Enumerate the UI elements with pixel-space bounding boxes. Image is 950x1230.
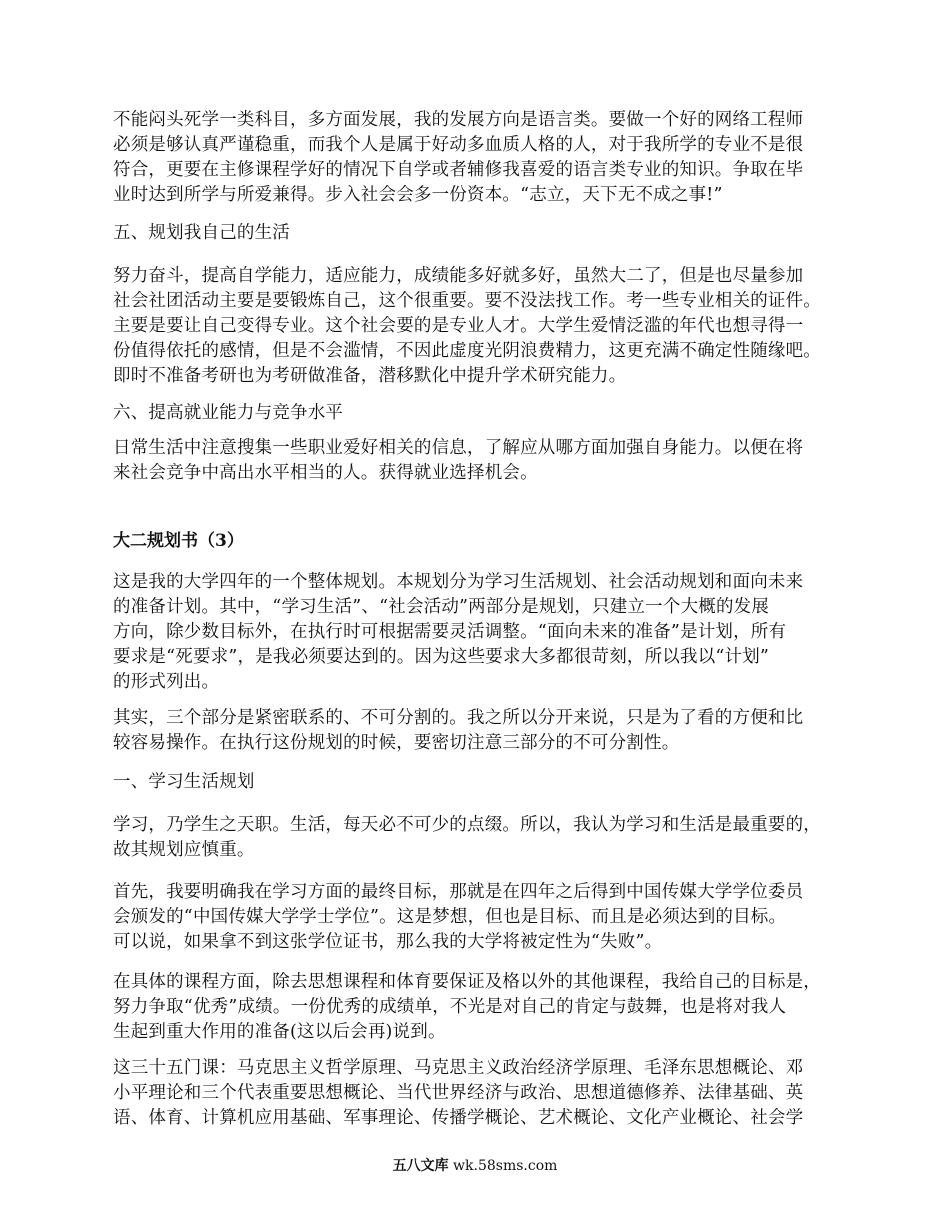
text-line: 不能闷头死学一类科目，多方面发展，我的发展方向是语言类。要做一个好的网络工程师 <box>113 110 804 130</box>
document-title <box>113 529 244 554</box>
text-line: 来社会竞争中高出水平相当的人。获得就业选择机会。 <box>113 463 538 483</box>
text-line: 小平理论和三个代表重要思想概论、当代世界经济与政治、思想道德修养、法律基础、英 <box>113 1083 804 1103</box>
paragraph <box>113 880 855 955</box>
text-line: 较容易操作。在执行这份规划的时候，要密切注意三部分的不可分割性。 <box>113 733 680 753</box>
paragraph <box>113 1056 855 1131</box>
text-line: 业时达到所学与所爱兼得。步入社会会多一份资本。“志立，天下无不成之事!” <box>113 185 723 205</box>
text-line: 份值得依托的感情，但是不会滥情，不因此虚度光阴浪费精力，这更充满不确定性随缘吧。 <box>113 341 821 361</box>
text-line: 六、提高就业能力与竞争水平 <box>113 403 344 423</box>
text-line: 故其规划应慎重。 <box>113 840 255 860</box>
text-line: 日常生活中注意搜集一些职业爱好相关的信息，了解应从哪方面加强自身能力。以便在将 <box>113 438 804 458</box>
text-line: 学习，乃学生之天职。生活，每天必不可少的点缀。所以，我认为学习和生活是最重要的， <box>113 815 821 835</box>
text-line: 生起到重大作用的准备(这以后会再)说到。 <box>113 1022 446 1042</box>
text-line: 方向，除少数目标外，在执行时可根据需要灵活调整。“面向未来的准备”是计划，所有 <box>113 622 787 642</box>
section-heading <box>113 770 255 795</box>
text-line: 必须是够认真严谨稳重，而我个人是属于好动多血质人格的人，对于我所学的专业不是很 <box>113 135 804 155</box>
paragraph <box>113 813 855 863</box>
text-line: 主要是要让自己变得专业。这个社会要的是专业人才。大学生爱情泛滥的年代也想寻得一 <box>113 316 804 336</box>
section-heading <box>113 221 290 246</box>
text-line: 努力奋斗，提高自学能力，适应能力，成绩能多好就多好，虽然大二了，但是也尽量参加 <box>113 266 804 286</box>
text-line: 社会社团活动主要是要锻炼自己，这个很重要。要不没法找工作。考一些专业相关的证件。 <box>113 291 821 311</box>
text-line: 这三十五门课：马克思主义哲学原理、马克思主义政治经济学原理、毛泽东思想概论、邓 <box>113 1058 804 1078</box>
text-line: 首先，我要明确我在学习方面的最终目标，那就是在四年之后得到中国传媒大学学位委员 <box>113 882 804 902</box>
section-heading <box>113 401 343 426</box>
page-footer <box>0 1157 950 1175</box>
text-line: 可以说，如果拿不到这张学位证书，那么我的大学将被定性为“失败”。 <box>113 932 663 952</box>
paragraph <box>113 436 855 486</box>
text-line: 这是我的大学四年的一个整体规划。本规划分为学习生活规划、社会活动规划和面向未来 <box>113 572 804 592</box>
text-line: 即时不准备考研也为考研做准备，潜移默化中提升学术研究能力。 <box>113 366 627 386</box>
footer-site-name: 五八文库 <box>392 1158 449 1174</box>
text-line: 的准备计划。其中，“学习生活”、“社会活动”两部分是规划，只建立一个大概的发展 <box>113 597 770 617</box>
paragraph <box>113 108 855 208</box>
text-line: 符合，更要在主修课程学好的情况下自学或者辅修我喜爱的语言类专业的知识。争取在毕 <box>113 160 804 180</box>
text-line: 一、学习生活规划 <box>113 772 255 792</box>
text-line: 要求是“死要求”，是我必须要达到的。因为这些要求大多都很苛刻，所以我以“计划” <box>113 647 770 667</box>
text-line: 语、体育、计算机应用基础、军事理论、传播学概论、艺术概论、文化产业概论、社会学 <box>113 1108 804 1128</box>
text-line: 在具体的课程方面，除去思想课程和体育要保证及格以外的其他课程，我给自己的目标是， <box>113 972 821 992</box>
paragraph <box>113 706 855 756</box>
footer-site-url[interactable]: wk.58sms.com <box>453 1158 558 1174</box>
paragraph <box>113 570 855 695</box>
text-line: 五、规划我自己的生活 <box>113 223 290 243</box>
paragraph <box>113 970 855 1045</box>
text-line: 的形式列出。 <box>113 672 220 692</box>
text-line: 会颁发的“中国传媒大学学士学位”。这是梦想，但也是目标、而且是必须达到的目标。 <box>113 907 787 927</box>
text-line: 努力争取“优秀”成绩。一份优秀的成绩单，不光是对自己的肯定与鼓舞，也是将对我人 <box>113 997 787 1017</box>
text-line: 大二规划书（3） <box>113 531 244 551</box>
text-line: 其实，三个部分是紧密联系的、不可分割的。我之所以分开来说，只是为了看的方便和比 <box>113 708 804 728</box>
paragraph <box>113 264 855 389</box>
